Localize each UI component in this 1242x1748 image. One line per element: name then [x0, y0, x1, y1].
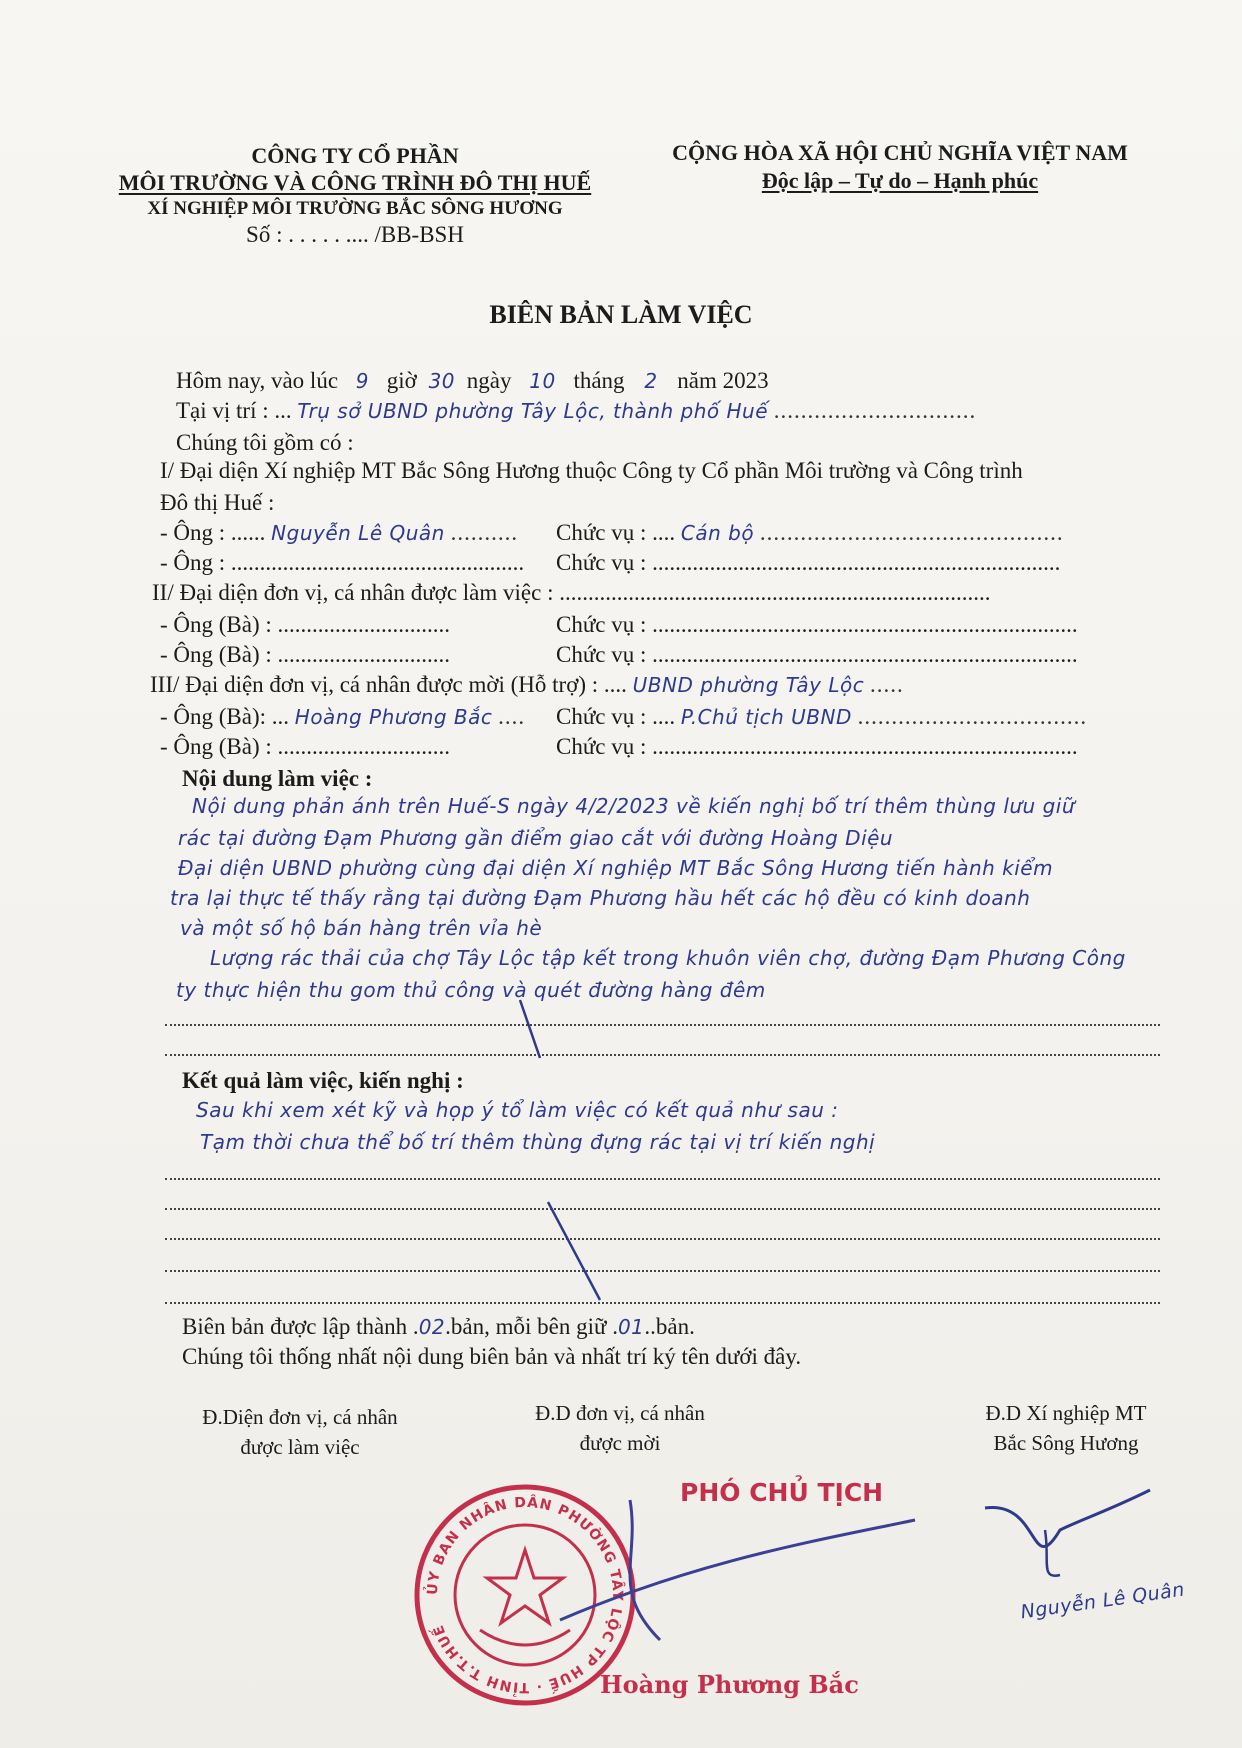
location-value: Trụ sở UBND phường Tây Lộc, thành phố Huế — [297, 399, 769, 423]
content-line: tra lại thực tế thấy rằng tại đường Đạm Phương hầu hết các hộ đều có kinh doanh — [170, 886, 1031, 910]
person-1-role: Cán bộ — [680, 521, 755, 545]
copies-line: Biên bản được lập thành .02.bản, mỗi bên giữ .01..bản. — [182, 1314, 695, 1339]
signature-stroke — [630, 1500, 660, 1640]
copies-made: 02 — [418, 1315, 446, 1339]
section-1-row-2: - Ông : ................................................... — [160, 550, 525, 575]
section-2-row-2: - Ông (Bà) : .............................. — [160, 642, 451, 667]
content-line: Đại diện UBND phường cùng đại diện Xí nghiệp MT Bắc Sông Hương tiến hành kiểm — [178, 856, 1054, 880]
signature-col-3: Đ.D Xí nghiệp MT Bắc Sông Hương — [985, 1401, 1147, 1455]
invited-person-role: P.Chủ tịch UBND — [680, 705, 852, 729]
agreement-line: Chúng tôi thống nhất nội dung biên bản và nhất trí ký tên dưới đây. — [182, 1344, 802, 1369]
section-3-row-1: - Ông (Bà): ... Hoàng Phương Bắc .... — [160, 704, 526, 729]
signature-stroke — [560, 1520, 915, 1620]
section-3-title: III/ Đại diện đơn vị, cá nhân được mời (Hỗ trợ) : .... UBND phường Tây Lộc ..... — [150, 672, 904, 697]
stamp-name: Hoàng Phương Bắc — [600, 1670, 859, 1699]
result-heading: Kết quả làm việc, kiến nghị : — [182, 1068, 464, 1093]
nation-motto: Độc lập – Tự do – Hạnh phúc — [761, 168, 1039, 193]
signature-stroke — [985, 1490, 1150, 1547]
section-2-row-2-role: Chức vụ : .......................................................................... — [556, 642, 1078, 667]
date-prefix: Hôm nay, vào lúc — [176, 368, 339, 393]
section-2-row-1-role: Chức vụ : .......................................................................... — [556, 612, 1078, 637]
section-3-row-2: - Ông (Bà) : .............................. — [160, 734, 451, 759]
signature-col-1: Đ.Diện đơn vị, cá nhân được làm việc — [202, 1405, 398, 1459]
svg-text:ỦY BAN NHÂN DÂN PHƯỜNG TÂY LỘC: ỦY BAN NHÂN DÂN PHƯỜNG TÂY LỘC TP HUẾ · TỈNH T.T.HUẾ — [424, 1494, 626, 1696]
signature-col-2: Đ.D đơn vị, cá nhân được mời — [535, 1401, 705, 1455]
content-line: ty thực hiện thu gom thủ công và quét đường hàng đêm — [176, 978, 766, 1002]
signature-stroke — [1045, 1530, 1060, 1576]
company-line-1: CÔNG TY CỔ PHẦN — [251, 143, 459, 168]
day-label: ngày — [466, 368, 512, 393]
section-1-row-2-role: Chức vụ : ....................................................................... — [556, 550, 1061, 575]
content-line: Lượng rác thải của chợ Tây Lộc tập kết trong khuôn viên chợ, đường Đạm Phương Công — [210, 946, 1126, 970]
company-line-3: XÍ NGHIỆP MÔI TRƯỜNG BẮC SÔNG HƯƠNG — [147, 198, 563, 219]
company-line-2: MÔI TRƯỜNG VÀ CÔNG TRÌNH ĐÔ THỊ HUẾ — [118, 170, 592, 195]
invited-org: UBND phường Tây Lộc — [632, 673, 865, 697]
hour-value: 9 — [355, 369, 370, 393]
year-label: năm 2023 — [677, 368, 769, 393]
document-number: Số : . . . . . .... /BB-BSH — [246, 222, 464, 247]
result-line: Tạm thời chưa thể bố trí thêm thùng đựng rác tại vị trí kiến nghị — [200, 1130, 876, 1154]
month-value: 2 — [644, 369, 658, 393]
section-3-row-2-role: Chức vụ : .......................................................................... — [556, 734, 1078, 759]
content-line: Nội dung phản ánh trên Huế-S ngày 4/2/2023 về kiến nghị bố trí thêm thùng lưu giữ — [192, 794, 1076, 818]
stamp-title: PHÓ CHỦ TỊCH — [680, 1478, 884, 1507]
nation-title: CỘNG HÒA XÃ HỘI CHỦ NGHĨA VIỆT NAM — [672, 140, 1128, 165]
section-1-row-1-role: Chức vụ : .... Cán bộ ............................................. — [556, 520, 1064, 545]
attendees-intro: Chúng tôi gồm có : — [176, 430, 354, 455]
minute-value: 30 — [428, 369, 456, 393]
month-label: tháng — [573, 368, 625, 393]
location-line: Tại vị trí : ... Trụ sở UBND phường Tây Lộc, thành phố Huế .............................. — [176, 398, 977, 423]
document-title: BIÊN BẢN LÀM VIỆC — [489, 300, 753, 329]
result-line: Sau khi xem xét kỹ và họp ý tổ làm việc có kết quả như sau : — [196, 1098, 839, 1122]
content-heading: Nội dung làm việc : — [182, 766, 373, 791]
person-1-name: Nguyễn Lê Quân — [271, 521, 445, 545]
invited-person-name: Hoàng Phương Bắc — [294, 705, 493, 729]
section-3-row-1-role: Chức vụ : .... P.Chủ tịch UBND .................................. — [556, 704, 1088, 729]
hour-label: giờ — [386, 368, 417, 393]
section-2-row-1: - Ông (Bà) : .............................. — [160, 612, 451, 637]
section-2-title: II/ Đại diện đơn vị, cá nhân được làm việc : ........................................................................... — [152, 580, 991, 605]
content-line: rác tại đường Đạm Phương gần điểm giao cắt với đường Hoàng Diệu — [178, 826, 894, 850]
section-1-title-cont: Đô thị Huế : — [160, 490, 275, 515]
copies-each: 01 — [617, 1315, 645, 1339]
section-1-title: I/ Đại diện Xí nghiệp MT Bắc Sông Hương thuộc Công ty Cổ phần Môi trường và Công trình — [160, 458, 1023, 483]
section-1-row-1: - Ông : ...... Nguyễn Lê Quân .......... — [160, 520, 519, 545]
location-label: Tại vị trí : ... — [176, 398, 292, 423]
day-value: 10 — [529, 369, 556, 393]
content-line: và một số hộ bán hàng trên vỉa hè — [180, 916, 543, 940]
signer-3-name: Nguyễn Lê Quân — [1019, 1578, 1187, 1624]
